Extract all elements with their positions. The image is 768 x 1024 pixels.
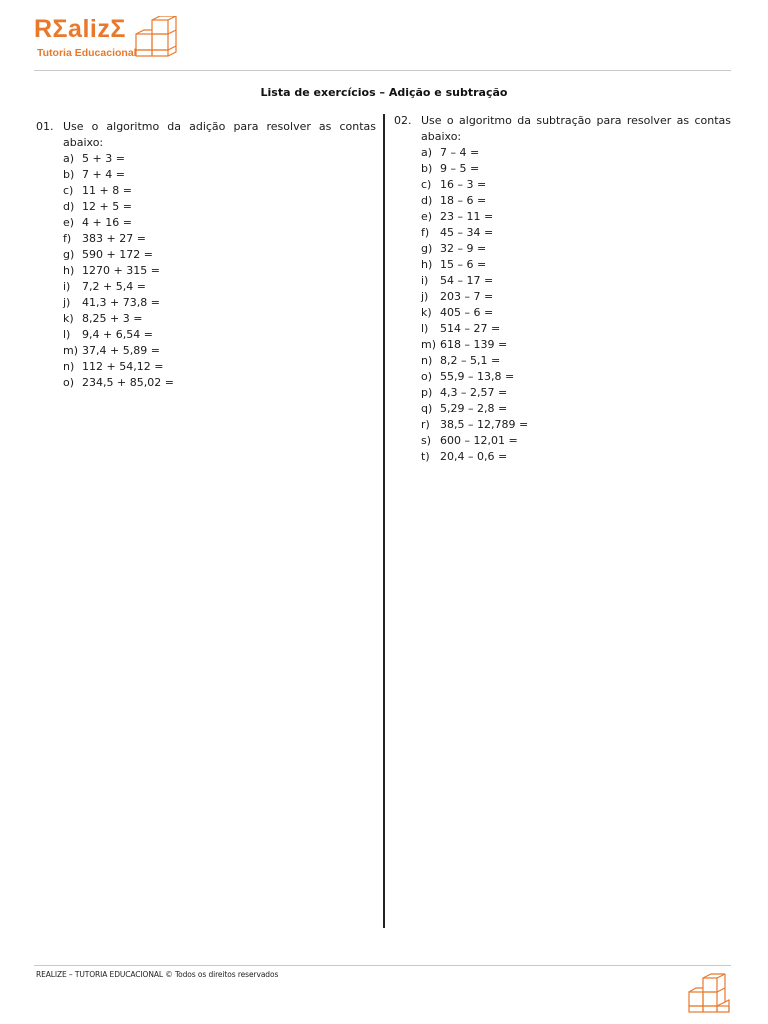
exercise-expression: 7,2 + 5,4 = bbox=[82, 280, 146, 293]
exercise-letter: c) bbox=[63, 184, 74, 197]
exercise-letter: g) bbox=[63, 248, 75, 261]
exercise-expression: 203 – 7 = bbox=[440, 290, 494, 303]
exercise-letter: p) bbox=[421, 386, 433, 399]
exercise-item bbox=[63, 279, 376, 295]
exercise-item bbox=[63, 167, 376, 183]
footer-copyright: REALIZE – TUTORIA EDUCACIONAL © Todos os direitos reservados bbox=[36, 970, 279, 979]
exercise-expression: 405 – 6 = bbox=[440, 306, 494, 319]
exercise-expression: 514 – 27 = bbox=[440, 322, 501, 335]
exercise-expression: 7 – 4 = bbox=[440, 146, 480, 159]
exercise-item bbox=[421, 417, 731, 433]
exercise-item bbox=[421, 273, 731, 289]
worksheet-title: Lista de exercícios – Adição e subtração bbox=[260, 86, 508, 99]
exercise-letter: d) bbox=[421, 194, 433, 207]
exercise-letter: n) bbox=[421, 354, 433, 367]
exercise-item bbox=[63, 263, 376, 279]
exercise-letter: r) bbox=[421, 418, 430, 431]
exercise-letter: i) bbox=[63, 280, 71, 293]
exercise-item bbox=[421, 353, 731, 369]
exercise-expression: 590 + 172 = bbox=[82, 248, 153, 261]
exercise-letter: g) bbox=[421, 242, 433, 255]
exercise-item bbox=[63, 295, 376, 311]
exercise-expression: 54 – 17 = bbox=[440, 274, 494, 287]
exercise-letter: a) bbox=[63, 152, 75, 165]
exercise-item bbox=[63, 311, 376, 327]
exercise-expression: 12 + 5 = bbox=[82, 200, 132, 213]
exercise-item bbox=[421, 161, 731, 177]
exercise-expression: 32 – 9 = bbox=[440, 242, 487, 255]
exercise-letter: o) bbox=[63, 376, 75, 389]
column-divider bbox=[383, 114, 385, 928]
exercise-letter: k) bbox=[421, 306, 432, 319]
question-number: 02. bbox=[394, 114, 412, 127]
exercise-expression: 1270 + 315 = bbox=[82, 264, 160, 277]
exercise-letter: t) bbox=[421, 450, 430, 463]
exercise-expression: 20,4 – 0,6 = bbox=[440, 450, 508, 463]
exercise-expression: 383 + 27 = bbox=[82, 232, 146, 245]
exercise-item bbox=[421, 193, 731, 209]
exercise-expression: 112 + 54,12 = bbox=[82, 360, 164, 373]
exercise-item bbox=[421, 289, 731, 305]
question-text: Use o algoritmo da adição para resolver as contas abaixo: bbox=[63, 120, 376, 149]
exercise-item bbox=[63, 359, 376, 375]
exercise-item bbox=[421, 305, 731, 321]
exercise-letter: q) bbox=[421, 402, 433, 415]
question-2 bbox=[394, 113, 731, 465]
exercise-expression: 41,3 + 73,8 = bbox=[82, 296, 160, 309]
exercise-letter: b) bbox=[421, 162, 433, 175]
exercise-letter: m) bbox=[63, 344, 79, 357]
footer-rule bbox=[34, 965, 731, 966]
exercise-item bbox=[421, 225, 731, 241]
exercise-item bbox=[63, 231, 376, 247]
exercise-expression: 45 – 34 = bbox=[440, 226, 494, 239]
exercise-item bbox=[421, 177, 731, 193]
exercise-expression: 38,5 – 12,789 = bbox=[440, 418, 529, 431]
exercise-letter: k) bbox=[63, 312, 74, 325]
exercise-list bbox=[394, 145, 731, 465]
exercise-letter: h) bbox=[421, 258, 433, 271]
question-number: 01. bbox=[36, 120, 54, 133]
exercise-expression: 600 – 12,01 = bbox=[440, 434, 518, 447]
logo-name: RΣalizΣ bbox=[34, 15, 126, 43]
exercise-item bbox=[421, 369, 731, 385]
exercise-letter: d) bbox=[63, 200, 75, 213]
exercise-letter: j) bbox=[63, 296, 71, 309]
exercise-expression: 37,4 + 5,89 = bbox=[82, 344, 160, 357]
exercise-item bbox=[421, 257, 731, 273]
exercise-letter: c) bbox=[421, 178, 432, 191]
question-1 bbox=[36, 119, 376, 391]
exercise-expression: 8,2 – 5,1 = bbox=[440, 354, 501, 367]
exercise-letter: o) bbox=[421, 370, 433, 383]
exercise-expression: 7 + 4 = bbox=[82, 168, 125, 181]
cubes-logo-icon bbox=[134, 16, 178, 58]
exercise-expression: 234,5 + 85,02 = bbox=[82, 376, 174, 389]
exercise-expression: 9 – 5 = bbox=[440, 162, 480, 175]
exercise-item bbox=[63, 343, 376, 359]
exercise-expression: 4 + 16 = bbox=[82, 216, 132, 229]
exercise-expression: 16 – 3 = bbox=[440, 178, 487, 191]
exercise-expression: 23 – 11 = bbox=[440, 210, 494, 223]
cubes-footer-icon bbox=[687, 972, 733, 1014]
exercise-expression: 5 + 3 = bbox=[82, 152, 125, 165]
exercise-item bbox=[421, 337, 731, 353]
exercise-item bbox=[63, 215, 376, 231]
exercise-expression: 4,3 – 2,57 = bbox=[440, 386, 508, 399]
exercise-item bbox=[421, 433, 731, 449]
exercise-item bbox=[63, 199, 376, 215]
exercise-expression: 9,4 + 6,54 = bbox=[82, 328, 153, 341]
exercise-item bbox=[421, 145, 731, 161]
exercise-letter: e) bbox=[63, 216, 75, 229]
exercise-item bbox=[421, 209, 731, 225]
exercise-item bbox=[63, 247, 376, 263]
exercise-list bbox=[36, 151, 376, 391]
exercise-letter: l) bbox=[63, 328, 71, 341]
exercise-item bbox=[421, 241, 731, 257]
exercise-expression: 18 – 6 = bbox=[440, 194, 487, 207]
exercise-item bbox=[421, 385, 731, 401]
exercise-letter: i) bbox=[421, 274, 429, 287]
exercise-letter: n) bbox=[63, 360, 75, 373]
exercise-item bbox=[63, 151, 376, 167]
exercise-item bbox=[63, 375, 376, 391]
exercise-expression: 618 – 139 = bbox=[440, 338, 508, 351]
exercise-letter: s) bbox=[421, 434, 432, 447]
exercise-letter: j) bbox=[421, 290, 429, 303]
exercise-letter: l) bbox=[421, 322, 429, 335]
exercise-letter: b) bbox=[63, 168, 75, 181]
exercise-letter: h) bbox=[63, 264, 75, 277]
exercise-item bbox=[63, 327, 376, 343]
exercise-expression: 15 – 6 = bbox=[440, 258, 487, 271]
exercise-letter: e) bbox=[421, 210, 433, 223]
exercise-item bbox=[63, 183, 376, 199]
exercise-expression: 8,25 + 3 = bbox=[82, 312, 143, 325]
exercise-expression: 55,9 – 13,8 = bbox=[440, 370, 515, 383]
exercise-item bbox=[421, 449, 731, 465]
logo-subtitle: Tutoria Educacional bbox=[37, 47, 137, 59]
exercise-expression: 11 + 8 = bbox=[82, 184, 132, 197]
question-text: Use o algoritmo da subtração para resolver as contas abaixo: bbox=[421, 114, 731, 143]
exercise-letter: m) bbox=[421, 338, 437, 351]
header-rule bbox=[34, 70, 731, 71]
exercise-expression: 5,29 – 2,8 = bbox=[440, 402, 508, 415]
exercise-letter: f) bbox=[421, 226, 430, 239]
exercise-item bbox=[421, 321, 731, 337]
exercise-letter: a) bbox=[421, 146, 433, 159]
exercise-letter: f) bbox=[63, 232, 72, 245]
realize-logo bbox=[34, 14, 184, 66]
exercise-item bbox=[421, 401, 731, 417]
